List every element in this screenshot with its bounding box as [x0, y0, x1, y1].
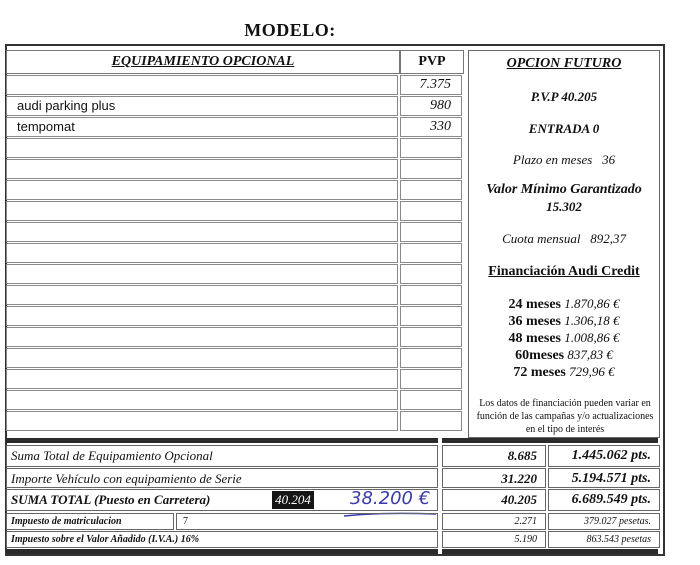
- equipment-row-pvp: [400, 180, 462, 200]
- document-title: MODELO:: [244, 20, 336, 40]
- vmg-value: 15.302: [546, 199, 582, 214]
- importe-vehiculo-pts: 5.194.571 pts.: [548, 468, 660, 488]
- suma-total-pts: 6.689.549 pts.: [548, 489, 660, 511]
- equipment-row-pvp: [400, 201, 462, 221]
- equipment-row-name: [6, 264, 398, 284]
- equipment-row-name: [6, 159, 398, 179]
- equipment-row-name: audi parking plus: [6, 96, 398, 116]
- equipment-row-pvp: 330: [400, 117, 462, 137]
- financiacion-months: 36 meses: [508, 314, 561, 329]
- footer-bar: [442, 549, 658, 554]
- financiacion-amount: 1.008,86 €: [564, 330, 620, 345]
- pvp-header: PVP: [400, 50, 464, 74]
- financiacion-amount: 837,83 €: [567, 347, 613, 362]
- plazo-line: [469, 152, 659, 168]
- matriculacion-eur: 2.271: [442, 513, 546, 530]
- equipment-row-name: [6, 180, 398, 200]
- iva-label: Impuesto sobre el Valor Añadido (I.V.A.) 16%: [6, 531, 438, 548]
- cuota-label: Cuota mensual: [502, 231, 581, 246]
- financiacion-months: 60meses: [515, 348, 565, 363]
- suma-total-box: 40.204: [272, 491, 314, 509]
- equipment-row-pvp: [400, 222, 462, 242]
- plazo-label: Plazo en meses: [512, 152, 593, 167]
- equipment-row-name: [6, 75, 398, 95]
- equipment-row-name: [6, 411, 398, 431]
- section-divider: [6, 438, 438, 443]
- equipment-row-name: [6, 222, 398, 242]
- equipment-row-pvp: [400, 348, 462, 368]
- equipment-row-name: [6, 138, 398, 158]
- vmg-label: Valor Mínimo Garantizado: [486, 182, 642, 197]
- matriculacion-pct: 7: [176, 513, 438, 530]
- equipment-row-pvp: 7.375: [400, 75, 462, 95]
- suma-total-eur: 40.205: [442, 489, 546, 511]
- financiacion-months: 48 meses: [508, 331, 561, 346]
- financiacion-months: 24 meses: [508, 297, 561, 312]
- financiacion-row: [469, 296, 659, 313]
- suma-total-label: SUMA TOTAL (Puesto en Carretera): [6, 489, 438, 511]
- financiacion-row: [469, 364, 659, 381]
- equipment-header: EQUIPAMIENTO OPCIONAL: [6, 50, 400, 74]
- suma-equipamiento-label: Suma Total de Equipamiento Opcional: [6, 445, 438, 467]
- equipment-row-name: [6, 243, 398, 263]
- financiacion-row: [469, 313, 659, 330]
- financiacion-row: [469, 347, 659, 364]
- equipment-row-pvp: 980: [400, 96, 462, 116]
- equipment-row-pvp: [400, 327, 462, 347]
- footer-bar: [6, 549, 438, 554]
- financiacion-amount: 1.306,18 €: [564, 313, 620, 328]
- opcion-futuro-pvp: P.V.P 40.205: [530, 89, 598, 104]
- equipment-row-pvp: [400, 390, 462, 410]
- financiacion-amount: 729,96 €: [569, 364, 615, 379]
- importe-vehiculo-eur: 31.220: [442, 468, 546, 488]
- suma-total-handwritten: 38.200 €: [350, 488, 431, 509]
- cuota-value: 892,37: [590, 231, 626, 246]
- financiacion-title: Financiación Audi Credit: [488, 264, 640, 279]
- equipment-row-pvp: [400, 159, 462, 179]
- equipment-row-name: [6, 390, 398, 410]
- suma-equipamiento-eur: 8.685: [442, 445, 546, 467]
- equipment-row-pvp: [400, 411, 462, 431]
- equipment-row-name: tempomat: [6, 117, 398, 137]
- opcion-futuro-entrada: ENTRADA 0: [528, 121, 600, 136]
- equipment-row-pvp: [400, 243, 462, 263]
- matriculacion-pts: 379.027 pesetas.: [548, 513, 660, 530]
- equipment-row-name: [6, 348, 398, 368]
- equipment-row-pvp: [400, 285, 462, 305]
- equipment-row-pvp: [400, 369, 462, 389]
- suma-equipamiento-pts: 1.445.062 pts.: [548, 445, 660, 467]
- cuota-line: [469, 231, 659, 247]
- equipment-row-name: [6, 369, 398, 389]
- plazo-value: 36: [602, 152, 616, 167]
- section-divider: [442, 438, 658, 443]
- equipment-row-name: [6, 327, 398, 347]
- equipment-row-pvp: [400, 306, 462, 326]
- equipment-row-pvp: [400, 264, 462, 284]
- equipment-row-name: [6, 201, 398, 221]
- opcion-futuro-title: OPCION FUTURO: [506, 56, 622, 71]
- equipment-row-pvp: [400, 138, 462, 158]
- importe-vehiculo-label: Importe Vehículo con equipamiento de Serie: [6, 468, 438, 488]
- financiacion-row: [469, 330, 659, 347]
- iva-eur: 5.190: [442, 531, 546, 548]
- financiacion-amount: 1.870,86 €: [564, 296, 620, 311]
- financiacion-note: Los datos de financiación pueden variar en función de las campañas y/o actualizaciones en el tipo de interés: [476, 398, 654, 435]
- iva-pts: 863.543 pesetas: [548, 531, 660, 548]
- opcion-futuro-panel: [468, 50, 660, 438]
- financiacion-months: 72 meses: [513, 365, 566, 380]
- equipment-row-name: [6, 285, 398, 305]
- equipment-row-name: [6, 306, 398, 326]
- matriculacion-label: Impuesto de matriculacion: [6, 513, 174, 530]
